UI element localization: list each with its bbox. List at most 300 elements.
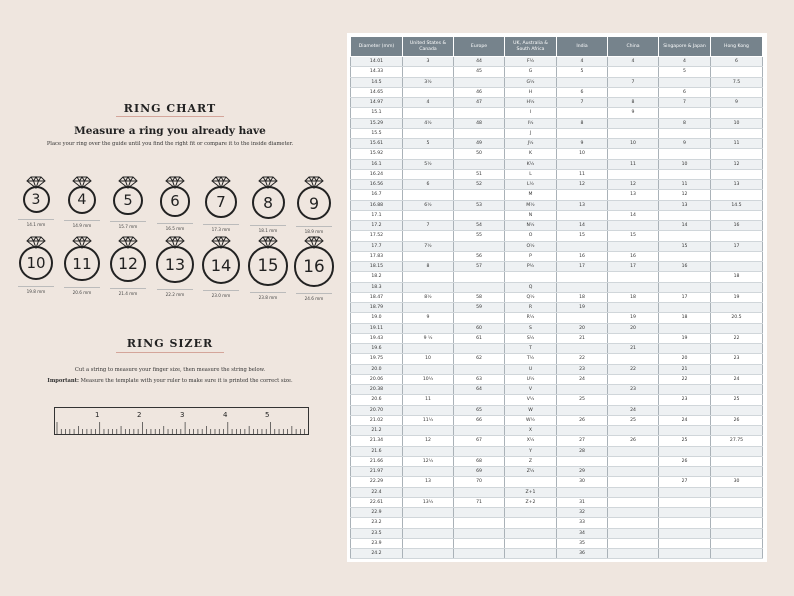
table-cell (403, 344, 454, 354)
table-cell: 19.75 (351, 354, 403, 364)
table-cell: 17 (659, 292, 711, 302)
table-cell: 4 (557, 57, 608, 67)
table-cell: 7½ (403, 241, 454, 251)
table-cell: 14.5 (711, 200, 763, 210)
ruler-number: 2 (137, 411, 142, 419)
table-cell: 15.92 (351, 149, 403, 159)
table-cell: Q (505, 282, 557, 292)
ring-diameter-label: 24.6 mm (304, 295, 324, 301)
table-cell (659, 528, 711, 538)
table-cell (711, 549, 763, 559)
table-row (351, 374, 763, 384)
table-cell: 16.24 (351, 169, 403, 179)
table-cell: 18 (557, 292, 608, 302)
table-cell (711, 456, 763, 466)
table-cell: 15 (659, 241, 711, 251)
table-cell: K (505, 149, 557, 159)
table-cell (454, 446, 505, 456)
table-cell: 23.5 (351, 528, 403, 538)
table-cell: 7 (557, 98, 608, 108)
table-cell: 22 (659, 374, 711, 384)
table-cell: 20.06 (351, 374, 403, 384)
table-cell: 20 (557, 323, 608, 333)
table-cell (403, 282, 454, 292)
table-cell (608, 456, 659, 466)
table-cell: 26 (711, 415, 763, 425)
table-cell: 66 (454, 415, 505, 425)
table-cell (403, 169, 454, 179)
table-cell (403, 385, 454, 395)
table-cell: 32 (557, 508, 608, 518)
table-cell: 22.4 (351, 487, 403, 497)
table-cell: 10 (557, 149, 608, 159)
table-cell (454, 518, 505, 528)
table-cell: I (505, 108, 557, 118)
table-cell (608, 508, 659, 518)
table-cell: 44 (454, 57, 505, 67)
table-cell: 19 (557, 303, 608, 313)
table-cell (454, 549, 505, 559)
ring-diameter-label: 21.4 mm (118, 291, 138, 297)
table-cell (711, 128, 763, 138)
ring-circle: 11 (64, 246, 99, 281)
sizer-instruction-2 (0, 378, 340, 384)
table-cell: 26 (608, 436, 659, 446)
table-cell: 15 (557, 231, 608, 241)
table-cell: 7 (403, 221, 454, 231)
table-cell: 27 (557, 436, 608, 446)
table-cell: 11 (711, 139, 763, 149)
table-row (351, 210, 763, 220)
column-header: Hong Kong (711, 37, 763, 57)
table-cell: 17 (557, 262, 608, 272)
ring-divider (250, 292, 286, 293)
ring-circle: 7 (205, 186, 237, 218)
ring-divider (157, 223, 193, 224)
table-cell (659, 108, 711, 118)
table-cell: V (505, 385, 557, 395)
table-cell: 14.01 (351, 57, 403, 67)
column-header: United States & Canada (403, 37, 454, 57)
table-cell (608, 497, 659, 507)
table-cell: 68 (454, 456, 505, 466)
table-cell (557, 108, 608, 118)
table-cell: 16.1 (351, 159, 403, 169)
table-cell (454, 395, 505, 405)
table-cell: 7 (608, 77, 659, 87)
table-cell (608, 528, 659, 538)
table-cell: N½ (505, 221, 557, 231)
ruler-number: 3 (180, 411, 185, 419)
table-cell: 18.3 (351, 282, 403, 292)
column-header: India (557, 37, 608, 57)
table-row (351, 200, 763, 210)
table-cell (454, 210, 505, 220)
table-cell: 20.5 (711, 313, 763, 323)
table-cell: X (505, 426, 557, 436)
table-cell (608, 467, 659, 477)
table-cell (557, 405, 608, 415)
table-cell: 8 (608, 98, 659, 108)
table-cell (711, 251, 763, 261)
table-row (351, 364, 763, 374)
ring-circle: 15 (248, 246, 288, 286)
table-cell: 19 (608, 313, 659, 323)
column-header: China (608, 37, 659, 57)
table-row (351, 303, 763, 313)
table-cell: 5 (659, 67, 711, 77)
table-cell (505, 528, 557, 538)
table-cell (608, 487, 659, 497)
table-cell (454, 508, 505, 518)
table-cell: 60 (454, 323, 505, 333)
ruler-number: 4 (223, 411, 228, 419)
table-cell (403, 210, 454, 220)
table-cell: 18 (608, 292, 659, 302)
table-cell: W½ (505, 415, 557, 425)
table-cell: 16 (557, 251, 608, 261)
ring-divider (296, 226, 332, 227)
table-row (351, 395, 763, 405)
table-cell (659, 538, 711, 548)
table-cell: 23.9 (351, 538, 403, 548)
table-cell (608, 395, 659, 405)
table-cell (659, 385, 711, 395)
table-cell: 14.5 (351, 77, 403, 87)
table-cell: 6 (557, 87, 608, 97)
table-cell: 11 (403, 395, 454, 405)
table-cell: 19 (659, 333, 711, 343)
table-row (351, 180, 763, 190)
table-cell: P½ (505, 262, 557, 272)
table-cell: 22.61 (351, 497, 403, 507)
table-cell: 9 (659, 139, 711, 149)
table-cell: R½ (505, 313, 557, 323)
table-row (351, 128, 763, 138)
table-cell: 22 (608, 364, 659, 374)
ring-diameter-label: 17.3 mm (211, 226, 231, 232)
table-cell (454, 344, 505, 354)
table-cell (505, 272, 557, 282)
table-cell: 13 (403, 477, 454, 487)
table-cell: 9 (557, 139, 608, 149)
table-cell: 17.7 (351, 241, 403, 251)
table-row (351, 98, 763, 108)
ring-diameter-label: 15.7 mm (118, 224, 138, 230)
table-row (351, 344, 763, 354)
table-cell (711, 467, 763, 477)
table-row (351, 508, 763, 518)
table-cell: 5½ (403, 159, 454, 169)
table-cell: X½ (505, 436, 557, 446)
table-cell (659, 446, 711, 456)
table-cell (454, 538, 505, 548)
table-cell (403, 67, 454, 77)
table-cell: 23.2 (351, 518, 403, 528)
table-cell: 6 (659, 87, 711, 97)
ring-sizer-title: RING SIZER (126, 337, 214, 350)
table-cell (608, 303, 659, 313)
table-cell: 17.52 (351, 231, 403, 241)
table-cell: 46 (454, 87, 505, 97)
table-cell: 49 (454, 139, 505, 149)
table-cell (608, 282, 659, 292)
table-cell (608, 87, 659, 97)
table-cell: 10 (659, 159, 711, 169)
table-row (351, 415, 763, 425)
table-row (351, 354, 763, 364)
table-cell: 30 (557, 477, 608, 487)
table-cell (403, 508, 454, 518)
table-row (351, 446, 763, 456)
table-cell (608, 149, 659, 159)
table-cell: 21.6 (351, 446, 403, 456)
table-cell: 10 (711, 118, 763, 128)
table-cell: 69 (454, 467, 505, 477)
ring-diameter-label: 22.2 mm (165, 292, 185, 298)
table-cell: 27.75 (711, 436, 763, 446)
ring-divider (110, 288, 146, 289)
table-cell (711, 108, 763, 118)
table-cell: 64 (454, 385, 505, 395)
table-cell (454, 487, 505, 497)
table-cell (608, 354, 659, 364)
table-cell (659, 426, 711, 436)
ring-circle: 9 (297, 186, 331, 220)
table-cell: 16 (608, 251, 659, 261)
ring-diameter-label: 14.9 mm (72, 223, 92, 229)
table-cell: 23 (608, 385, 659, 395)
table-cell: S (505, 323, 557, 333)
table-cell: F½ (505, 57, 557, 67)
table-cell (505, 477, 557, 487)
table-cell: 9 (608, 108, 659, 118)
table-row (351, 169, 763, 179)
table-cell (659, 487, 711, 497)
table-cell: 14 (659, 221, 711, 231)
ring-guide-panel (0, 0, 340, 596)
table-cell (711, 190, 763, 200)
table-cell: 11½ (403, 415, 454, 425)
table-cell: 7.5 (711, 77, 763, 87)
table-cell (659, 77, 711, 87)
table-cell (659, 549, 711, 559)
table-header-row (351, 37, 763, 57)
table-cell: 8 (659, 118, 711, 128)
table-row (351, 118, 763, 128)
table-cell: U (505, 364, 557, 374)
table-cell (711, 518, 763, 528)
table-cell (711, 262, 763, 272)
table-cell: J (505, 128, 557, 138)
table-cell: 16 (711, 221, 763, 231)
table-cell: L½ (505, 180, 557, 190)
table-cell: Z (505, 456, 557, 466)
table-cell: R (505, 303, 557, 313)
table-cell (608, 538, 659, 548)
table-cell: 24 (659, 415, 711, 425)
table-row (351, 149, 763, 159)
table-cell (454, 108, 505, 118)
table-cell: 15 (608, 231, 659, 241)
table-cell (403, 272, 454, 282)
table-cell: T (505, 344, 557, 354)
table-cell: 19.43 (351, 333, 403, 343)
table-row (351, 282, 763, 292)
table-cell (454, 528, 505, 538)
table-cell: S½ (505, 333, 557, 343)
table-cell: I½ (505, 118, 557, 128)
table-cell (711, 528, 763, 538)
table-cell: 6 (711, 57, 763, 67)
ring-chart-subtitle: Measure a ring you already have (74, 125, 266, 137)
ruler-number: 1 (95, 411, 100, 419)
table-cell (659, 169, 711, 179)
table-cell (403, 405, 454, 415)
ruler (54, 407, 309, 435)
table-cell (711, 210, 763, 220)
table-cell: U½ (505, 374, 557, 384)
table-row (351, 497, 763, 507)
table-cell: 4 (403, 98, 454, 108)
table-cell (711, 405, 763, 415)
table-cell: 24 (711, 374, 763, 384)
ring-circle: 6 (160, 186, 191, 217)
table-cell: 20.38 (351, 385, 403, 395)
table-cell: 15.5 (351, 128, 403, 138)
table-cell (403, 108, 454, 118)
table-cell (711, 538, 763, 548)
table-cell (608, 426, 659, 436)
ring-diameter-label: 23.0 mm (211, 293, 231, 299)
table-cell: 21 (557, 333, 608, 343)
table-cell: 23 (557, 364, 608, 374)
table-cell: 71 (454, 497, 505, 507)
table-cell (454, 77, 505, 87)
table-cell: 16.56 (351, 180, 403, 190)
table-cell: 21 (608, 344, 659, 354)
table-row (351, 292, 763, 302)
table-cell: 58 (454, 292, 505, 302)
table-cell: 21.66 (351, 456, 403, 466)
table-cell (454, 272, 505, 282)
ring-divider (18, 219, 54, 220)
table-cell: 18.2 (351, 272, 403, 282)
table-cell (659, 508, 711, 518)
table-cell: 16.88 (351, 200, 403, 210)
table-cell (608, 549, 659, 559)
column-header: Europe (454, 37, 505, 57)
table-cell: O (505, 231, 557, 241)
table-row (351, 108, 763, 118)
ring-divider (64, 287, 100, 288)
table-cell (557, 385, 608, 395)
table-cell: 52 (454, 180, 505, 190)
table-cell (711, 364, 763, 374)
ruler-number: 5 (265, 411, 270, 419)
table-cell: 12½ (403, 456, 454, 466)
table-cell (403, 323, 454, 333)
table-cell: 4½ (403, 118, 454, 128)
table-cell (659, 251, 711, 261)
table-cell: 11 (608, 159, 659, 169)
sizer-underline (116, 352, 224, 353)
size-conversion-panel (347, 33, 767, 562)
table-cell: 65 (454, 405, 505, 415)
table-cell: 22 (711, 333, 763, 343)
column-header: UK, Australia & South Africa (505, 37, 557, 57)
table-cell: 17.1 (351, 210, 403, 220)
ring-chart-instruction: Place your ring over the guide until you find the right fit or compare it to the inside diameter. (46, 141, 294, 147)
table-row (351, 528, 763, 538)
table-cell: 36 (557, 549, 608, 559)
table-cell: 5 (557, 67, 608, 77)
table-cell (659, 128, 711, 138)
table-cell: M½ (505, 200, 557, 210)
table-cell (454, 159, 505, 169)
table-cell (403, 190, 454, 200)
table-cell: 21.34 (351, 436, 403, 446)
table-cell: 9 (711, 98, 763, 108)
table-cell: G (505, 67, 557, 77)
ring-divider (110, 221, 146, 222)
table-cell: 54 (454, 221, 505, 231)
ring-diameter-label: 14.1 mm (26, 222, 46, 227)
table-cell: 17 (608, 262, 659, 272)
table-cell: 10 (403, 354, 454, 364)
ring-divider (296, 293, 332, 294)
table-body (351, 57, 763, 559)
title-underline (116, 116, 224, 117)
table-cell: 22.29 (351, 477, 403, 487)
table-cell: 26 (557, 415, 608, 425)
table-cell (711, 497, 763, 507)
table-cell: 11 (659, 180, 711, 190)
ring-divider (157, 289, 193, 290)
table-cell: 27 (659, 477, 711, 487)
table-cell: 21.2 (351, 426, 403, 436)
table-cell: 13 (557, 200, 608, 210)
table-row (351, 405, 763, 415)
table-cell (659, 282, 711, 292)
table-cell (454, 190, 505, 200)
table-cell (403, 467, 454, 477)
table-cell: Y (505, 446, 557, 456)
table-cell: 62 (454, 354, 505, 364)
table-row (351, 221, 763, 231)
table-row (351, 57, 763, 67)
table-cell: 34 (557, 528, 608, 538)
table-cell (403, 149, 454, 159)
table-row (351, 67, 763, 77)
table-cell: 15.1 (351, 108, 403, 118)
table-cell: 61 (454, 333, 505, 343)
table-cell: 23 (659, 395, 711, 405)
table-cell: 53 (454, 200, 505, 210)
table-cell: 12 (659, 190, 711, 200)
table-cell: 17.83 (351, 251, 403, 261)
ring-diameter-label: 23.8 mm (258, 294, 278, 300)
table-row (351, 538, 763, 548)
table-cell (659, 149, 711, 159)
table-cell (557, 190, 608, 200)
table-cell: 19.6 (351, 344, 403, 354)
table-cell (711, 426, 763, 436)
table-row (351, 313, 763, 323)
table-cell: 18.15 (351, 262, 403, 272)
table-cell (659, 467, 711, 477)
table-cell: 25 (659, 436, 711, 446)
